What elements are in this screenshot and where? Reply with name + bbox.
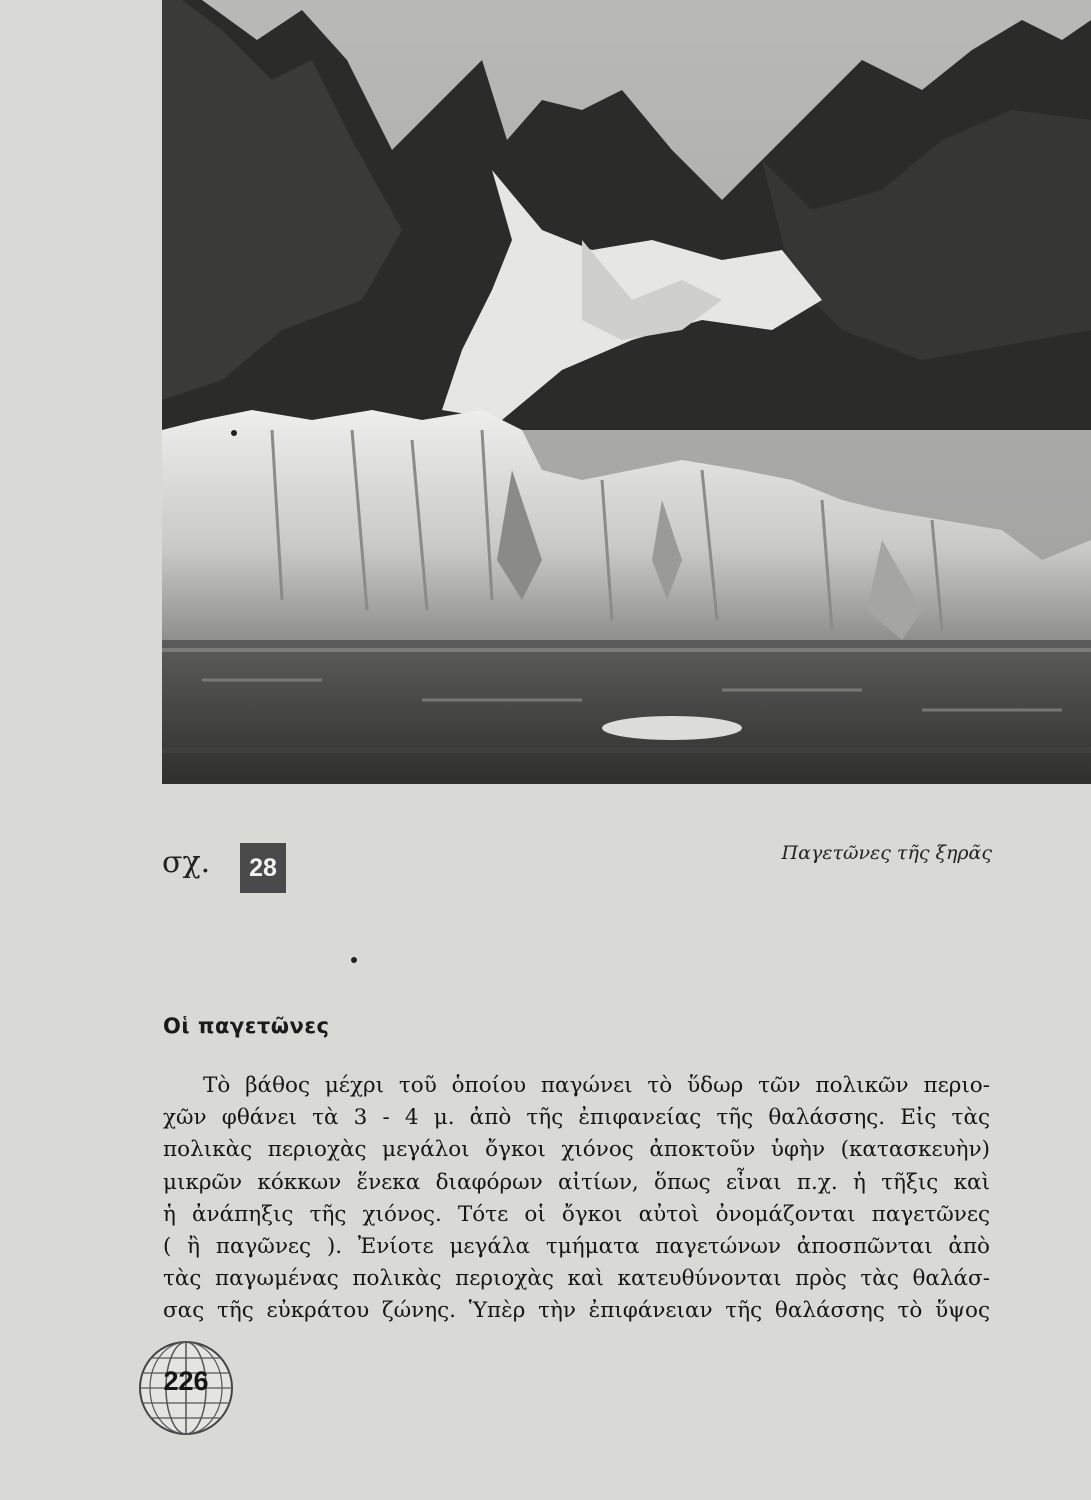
paragraph-line: τὰς παγωμένας πολικὰς περιοχὰς καὶ κατευθύνονται πρὸς τὰς θαλάσ- [163,1266,990,1292]
paragraph-line: πολικὰς περιοχὰς μεγάλοι ὄγκοι χιόνος ἀποκτοῦν ὑφὴν (κατασκευὴν) [163,1137,990,1163]
figure-label: σχ. [162,845,211,880]
page-number-badge [136,1338,236,1438]
paragraph-line: Τὸ βάθος μέχρι τοῦ ὁποίου παγώνει τὸ ὕδωρ τῶν πολικῶν περιο- [203,1073,990,1098]
figure-number-badge [240,843,286,893]
decorative-dot [351,957,357,963]
paragraph-line: ( ἢ παγῶνες ). Ἐνίοτε μεγάλα τμήματα παγετώνων ἀποσπῶνται ἀπὸ [163,1234,990,1260]
glacier-photograph [162,0,1091,784]
body-paragraph [163,1070,990,1328]
figure-number: 28 [249,853,277,882]
paragraph-line: ἡ ἀνάπηξις τῆς χιόνος. Τότε οἱ ὄγκοι αὐτοὶ ὀνομάζονται παγετῶνες [163,1201,990,1227]
paragraph-line: μικρῶν κόκκων ἕνεκα διαφόρων αἰτίων, ὅπως εἶναι π.χ. ἡ τῆξις καὶ [163,1169,990,1195]
glacier-photograph-image [162,0,1091,784]
paragraph-line: σας τῆς εὐκράτου ζώνης. Ὑπὲρ τὴν ἐπιφάνειαν τῆς θαλάσσης τὸ ὕψος [163,1298,990,1324]
decorative-dot [231,430,237,436]
page-number: 226 [163,1366,209,1396]
figure-caption: Παγετῶνες τῆς ξηρᾶς [781,842,992,864]
section-heading: Οἱ παγετῶνες [163,1014,330,1038]
paragraph-line: χῶν φθάνει τὰ 3 - 4 μ. ἀπὸ τῆς ἐπιφανείας τῆς θαλάσσης. Εἰς τὰς [163,1105,990,1131]
